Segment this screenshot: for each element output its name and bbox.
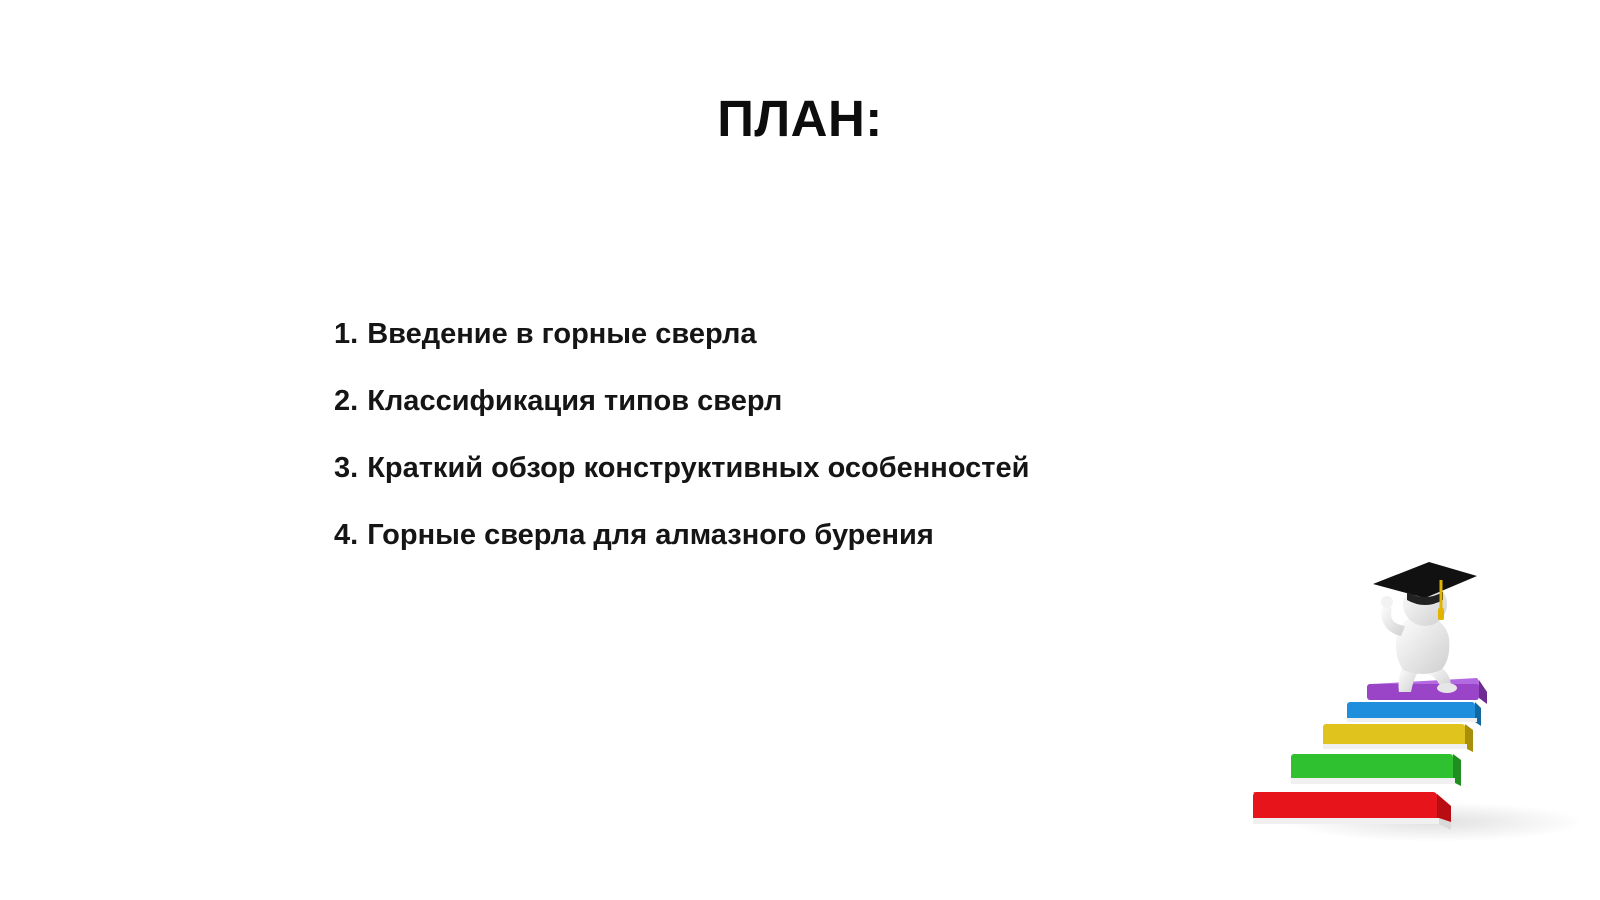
plan-item-number: 2. xyxy=(334,385,359,417)
plan-item-text: Классификация типов сверл xyxy=(367,385,783,417)
book-purple xyxy=(1367,678,1487,704)
plan-item-2 xyxy=(334,383,1029,419)
plan-item-text: Введение в горные сверла xyxy=(367,318,757,350)
book-yellow xyxy=(1323,724,1473,752)
plan-item-text: Горные сверла для алмазного бурения xyxy=(367,519,934,551)
graduate-on-books-icon xyxy=(1245,560,1585,860)
book-blue xyxy=(1347,702,1481,726)
book-green xyxy=(1291,754,1461,786)
plan-item-3 xyxy=(334,450,1029,486)
plan-list xyxy=(334,316,1029,584)
plan-item-text: Краткий обзор конструктивных особенностей xyxy=(367,452,1030,484)
plan-item-1 xyxy=(334,316,1029,352)
plan-item-number: 1. xyxy=(334,318,359,350)
slide-title: ПЛАН: xyxy=(717,90,883,147)
plan-item-number: 3. xyxy=(334,452,359,484)
graduate-figure xyxy=(1373,562,1477,693)
plan-item-number: 4. xyxy=(334,519,359,551)
plan-item-4 xyxy=(334,517,1029,553)
